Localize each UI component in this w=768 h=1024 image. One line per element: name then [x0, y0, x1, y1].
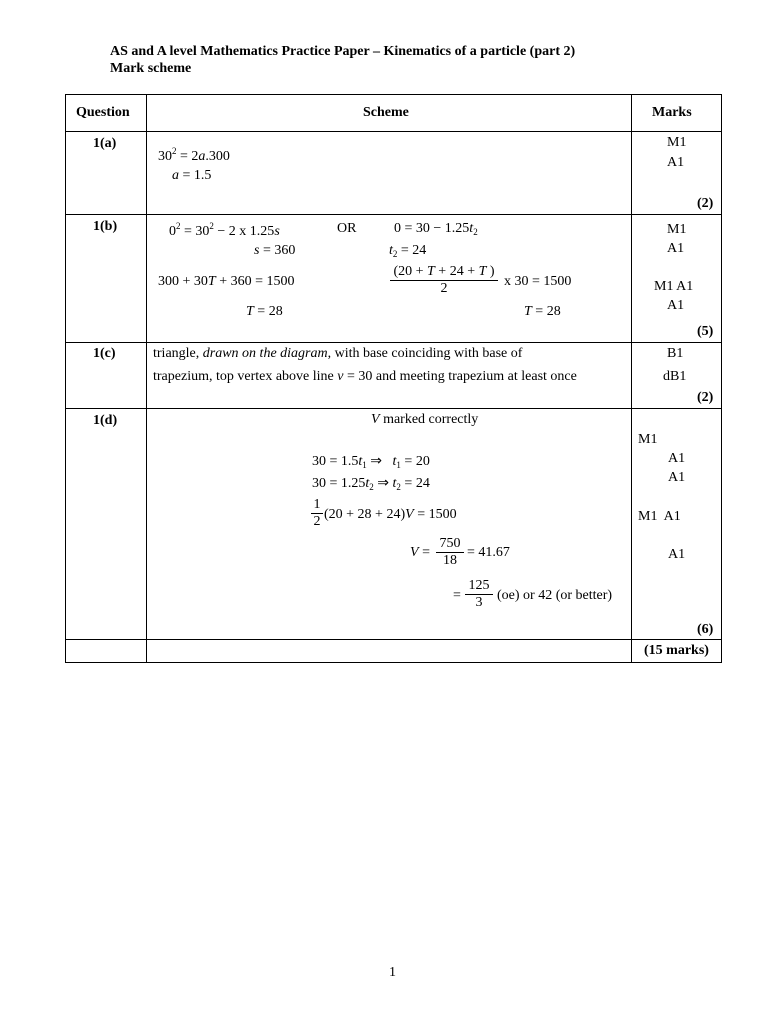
scheme-1b-left3: 300 + 30T + 360 = 1500	[158, 274, 295, 289]
scheme-1d-eq2: $30 = 1.25t_2$ ⇒ $t_2 = 24$	[312, 476, 430, 492]
scheme-1d-eq5-tail: (oe) or 42 (or better)	[497, 588, 613, 603]
scheme-1b-right2: $t_2 = 24$	[389, 243, 427, 259]
scheme-1b-right1: $0 = 30 - 1.25t_2$	[394, 221, 478, 237]
scheme-1c-line1: triangle, drawn on the diagram, with base coinciding with base of	[153, 346, 523, 361]
question-label-1c: 1(c)	[93, 346, 116, 361]
scheme-1d-eq1: $30 = 1.5t_1$ ⇒ $t_1 = 20$	[312, 454, 430, 470]
document-subtitle: Mark scheme	[110, 61, 192, 76]
column-header-scheme: Scheme	[363, 105, 409, 120]
scheme-1a-line1: $30^2 = 2a.300$	[158, 146, 230, 164]
scheme-1d-eq4-pre: V =	[410, 545, 430, 560]
subtotal-1b: (5)	[697, 324, 714, 339]
mark-1b-a1-2: A1	[667, 298, 685, 313]
scheme-1d-eq4-tail: = 41.67	[467, 545, 510, 560]
scheme-1d-eq3-fraction: $\frac{1}{2}$	[311, 497, 323, 530]
page-number: 1	[389, 965, 396, 980]
column-header-marks: Marks	[652, 105, 692, 120]
mark-1d-a1-3: A1	[668, 547, 686, 562]
grand-total: (15 marks)	[644, 643, 709, 658]
scheme-1b-left1: $0^2 = 30^2 - 2$ x 1.25s	[169, 221, 280, 239]
scheme-1d-eq5-fraction: $\frac{125}{3}$	[465, 578, 493, 611]
mark-1d-a1: A1	[668, 451, 686, 466]
mark-1d-a1-2: A1	[668, 470, 686, 485]
mark-1d-m1a1: M1 A1	[638, 509, 681, 524]
question-label-1d: 1(d)	[93, 413, 118, 428]
mark-1c-b1: B1	[667, 346, 684, 361]
subtotal-1a: (2)	[697, 196, 714, 211]
mark-1a-a1: A1	[667, 155, 685, 170]
scheme-1b-left4: T = 28	[246, 304, 283, 319]
scheme-1b-right4: T = 28	[524, 304, 561, 319]
scheme-1b-right3-tail: x 30 = 1500	[504, 274, 572, 289]
subtotal-1d: (6)	[697, 622, 714, 637]
document-title: AS and A level Mathematics Practice Paper – Kinematics of a particle (part 2)	[110, 44, 576, 59]
question-label-1a: 1(a)	[93, 136, 117, 151]
mark-1c-db1: dB1	[663, 369, 687, 384]
scheme-1d-eq4-fraction: $\frac{750}{18}$	[436, 536, 464, 569]
scheme-1d-eq5-pre: =	[453, 588, 461, 603]
mark-1b-m1a1: M1 A1	[654, 279, 694, 294]
question-label-1b: 1(b)	[93, 219, 118, 234]
column-header-question: Question	[76, 105, 130, 120]
scheme-1d-eq3-tail: (20 + 28 + 24)V = 1500	[324, 507, 457, 522]
mark-1b-a1: A1	[667, 241, 685, 256]
scheme-1c-line2: trapezium, top vertex above line v = 30 and meeting trapezium at least once	[153, 369, 577, 384]
subtotal-1c: (2)	[697, 390, 714, 405]
scheme-1a-line2: a = 1.5	[172, 168, 212, 183]
mark-1b-m1: M1	[667, 222, 687, 237]
mark-1d-m1: M1	[638, 432, 658, 447]
mark-1a-m1: M1	[667, 135, 687, 150]
scheme-1b-right3-fraction: $\frac{(20 + T + 24 + T )}{2}$	[390, 264, 498, 297]
scheme-1b-left2: s = 360	[254, 243, 296, 258]
scheme-1d-line1: V marked correctly	[371, 412, 479, 427]
scheme-1b-or: OR	[337, 221, 357, 236]
